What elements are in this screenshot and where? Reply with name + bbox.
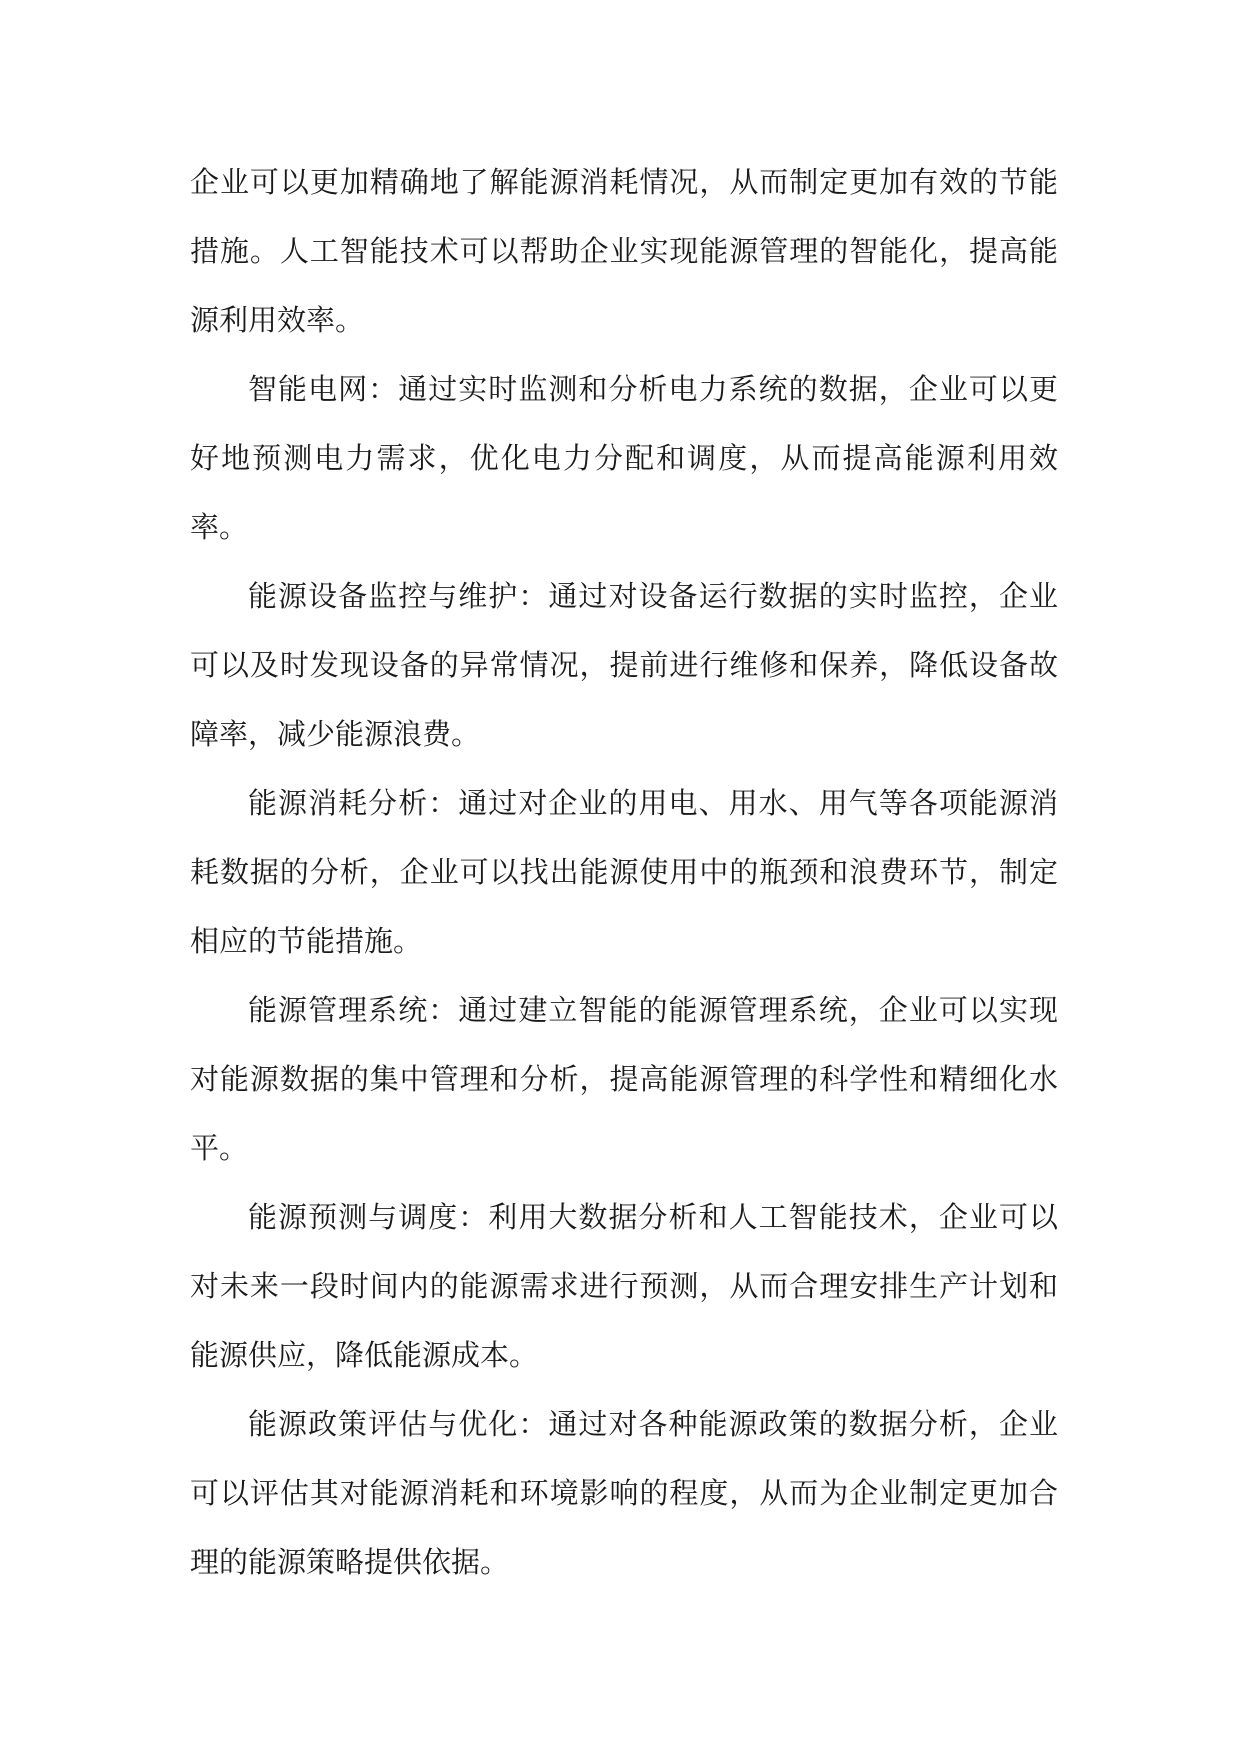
paragraph-consumption-analysis: 能源消耗分析：通过对企业的用电、用水、用气等各项能源消耗数据的分析，企业可以找出能源使用中的瓶颈和浪费环节，制定相应的节能措施。 [190,786,1058,958]
paragraph-continuation: 企业可以更加精确地了解能源消耗情况，从而制定更加有效的节能措施。人工智能技术可以帮助企业实现能源管理的智能化，提高能源利用效率。 [190,165,1058,337]
paragraph-policy-evaluation: 能源政策评估与优化：通过对各种能源政策的数据分析，企业可以评估其对能源消耗和环境影响的程度，从而为企业制定更加合理的能源策略提供依据。 [190,1407,1058,1579]
paragraph-forecast-dispatch: 能源预测与调度：利用大数据分析和人工智能技术，企业可以对未来一段时间内的能源需求进行预测，从而合理安排生产计划和能源供应，降低能源成本。 [190,1200,1058,1372]
paragraph-smart-grid: 智能电网：通过实时监测和分析电力系统的数据，企业可以更好地预测电力需求，优化电力分配和调度，从而提高能源利用效率。 [190,372,1058,544]
paragraph-equipment-monitoring: 能源设备监控与维护：通过对设备运行数据的实时监控，企业可以及时发现设备的异常情况，提前进行维修和保养，降低设备故障率，减少能源浪费。 [190,579,1058,751]
paragraph-management-system: 能源管理系统：通过建立智能的能源管理系统，企业可以实现对能源数据的集中管理和分析，提高能源管理的科学性和精细化水平。 [190,993,1058,1165]
body-text [190,148,1058,1597]
